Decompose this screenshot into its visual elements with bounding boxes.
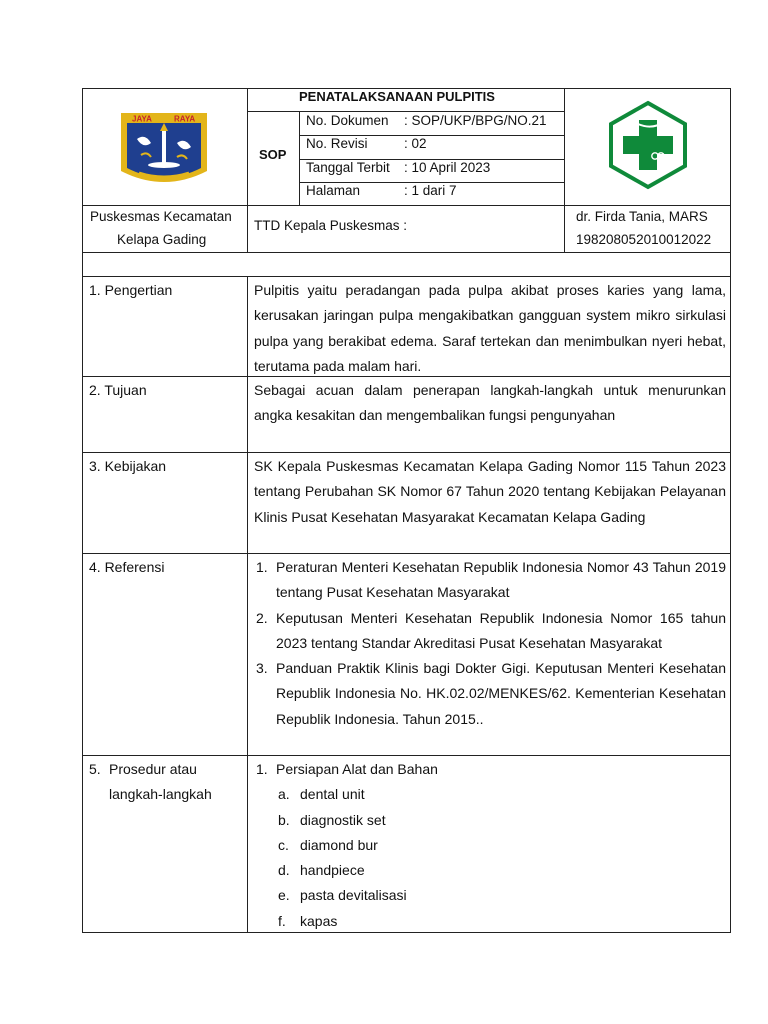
meta-label-issue-date: Tanggal Terbit — [306, 160, 390, 175]
meta-label-doc-number: No. Dokumen — [306, 113, 389, 128]
jakarta-emblem-logo — [119, 111, 209, 187]
list-letter: d. — [278, 862, 290, 879]
reference-list — [254, 555, 726, 732]
step-title: Persiapan Alat dan Bahan — [276, 761, 438, 777]
section-label: 4. Referensi — [89, 559, 165, 575]
section-label-number: 5. — [89, 761, 101, 777]
list-text: Panduan Praktik Klinis bagi Dokter Gigi. Keputusan Menteri Kesehatan Republik Indonesia No. HK.02.02/MENKES/62. Kementerian Kesehatan Republik Indonesia. Tahun 2015.. — [276, 660, 726, 727]
list-item — [254, 808, 726, 833]
step-number: 1. — [256, 761, 268, 777]
list-item — [254, 833, 726, 858]
sop-header — [82, 88, 731, 206]
puskesmas-logo — [608, 100, 688, 190]
list-text: dental unit — [300, 786, 365, 803]
list-item — [254, 883, 726, 908]
meta-value-issue-date: : 10 April 2023 — [404, 160, 491, 175]
section-label-line1: Prosedur atau — [109, 761, 197, 777]
list-item — [254, 782, 726, 807]
institution-row — [82, 206, 731, 253]
list-letter: c. — [278, 836, 289, 853]
meta-value-revision: : 02 — [404, 136, 427, 151]
procedure-list — [254, 757, 726, 934]
section-kebijakan — [82, 453, 731, 554]
head-nip: 198208052010012022 — [576, 232, 712, 247]
section-text: SK Kepala Puskesmas Kecamatan Kelapa Gading Nomor 115 Tahun 2023 tentang Perubahan SK Nomor 67 Tahun 2020 tentang Kebijakan Pelayanan Klinis Pusat Kesehatan Masyarakat Kecamatan Kelapa Gading — [254, 458, 726, 525]
list-text: diagnostik set — [300, 811, 386, 828]
spacer-row — [82, 253, 731, 277]
svg-text:RAYA: RAYA — [174, 114, 196, 124]
list-letter: b. — [278, 811, 290, 828]
list-text: diamond bur — [300, 836, 378, 853]
list-text: kapas — [300, 912, 338, 929]
list-number: 1. — [256, 559, 268, 575]
list-text: Peraturan Menteri Kesehatan Republik Indonesia Nomor 43 Tahun 2019 tentang Pusat Kesehatan Masyarakat — [276, 559, 726, 601]
list-item — [254, 858, 726, 883]
svg-text:JAYA: JAYA — [132, 114, 152, 124]
section-label: 1. Pengertian — [89, 282, 173, 298]
list-text: Keputusan Menteri Kesehatan Republik Indonesia Nomor 165 tahun 2023 tentang Standar Akreditasi Pusat Kesehatan Masyarakat — [276, 609, 726, 651]
list-letter: e. — [278, 887, 290, 904]
section-prosedur — [82, 756, 731, 933]
meta-value-doc-number: : SOP/UKP/BPG/NO.21 — [404, 113, 547, 128]
section-pengertian — [82, 277, 731, 377]
meta-label-page: Halaman — [306, 183, 361, 198]
list-item — [254, 606, 726, 657]
institution-name-line2: Kelapa Gading — [117, 232, 207, 247]
list-letter: f. — [278, 912, 286, 929]
meta-value-page: : 1 dari 7 — [404, 183, 457, 198]
list-text: pasta devitalisasi — [300, 887, 407, 904]
section-text: Pulpitis yaitu peradangan pada pulpa akibat proses karies yang lama, kerusakan jaringan pulpa mengakibatkan gangguan system mikro sirkulasi pulpa yang berakibat edema. Saraf tertekan dan menimbulkan nyeri hebat, terutama pada malam hari. — [254, 282, 726, 374]
section-text: Sebagai acuan dalam penerapan langkah-langkah untuk menurunkan angka kesakitan dan mengembalikan fungsi pengunyahan — [254, 382, 726, 424]
head-name: dr. Firda Tania, MARS — [576, 209, 708, 224]
section-label-line2: langkah-langkah — [109, 786, 212, 803]
list-number: 3. — [256, 660, 268, 677]
list-letter: a. — [278, 786, 290, 803]
section-tujuan — [82, 377, 731, 453]
list-item — [254, 555, 726, 606]
signature-label: TTD Kepala Puskesmas : — [254, 218, 408, 233]
list-number: 2. — [256, 609, 268, 626]
section-label: 2. Tujuan — [89, 382, 147, 398]
section-label — [89, 757, 239, 808]
institution-name-line1: Puskesmas Kecamatan — [90, 209, 232, 224]
procedure-step — [254, 757, 726, 782]
document-title: PENATALAKSANAAN PULPITIS — [299, 89, 495, 104]
list-text: handpiece — [300, 862, 365, 879]
sop-label: SOP — [259, 147, 287, 162]
list-item — [254, 656, 726, 732]
section-referensi — [82, 554, 731, 756]
section-label: 3. Kebijakan — [89, 458, 167, 474]
meta-label-revision: No. Revisi — [306, 136, 368, 151]
list-item — [254, 909, 726, 934]
